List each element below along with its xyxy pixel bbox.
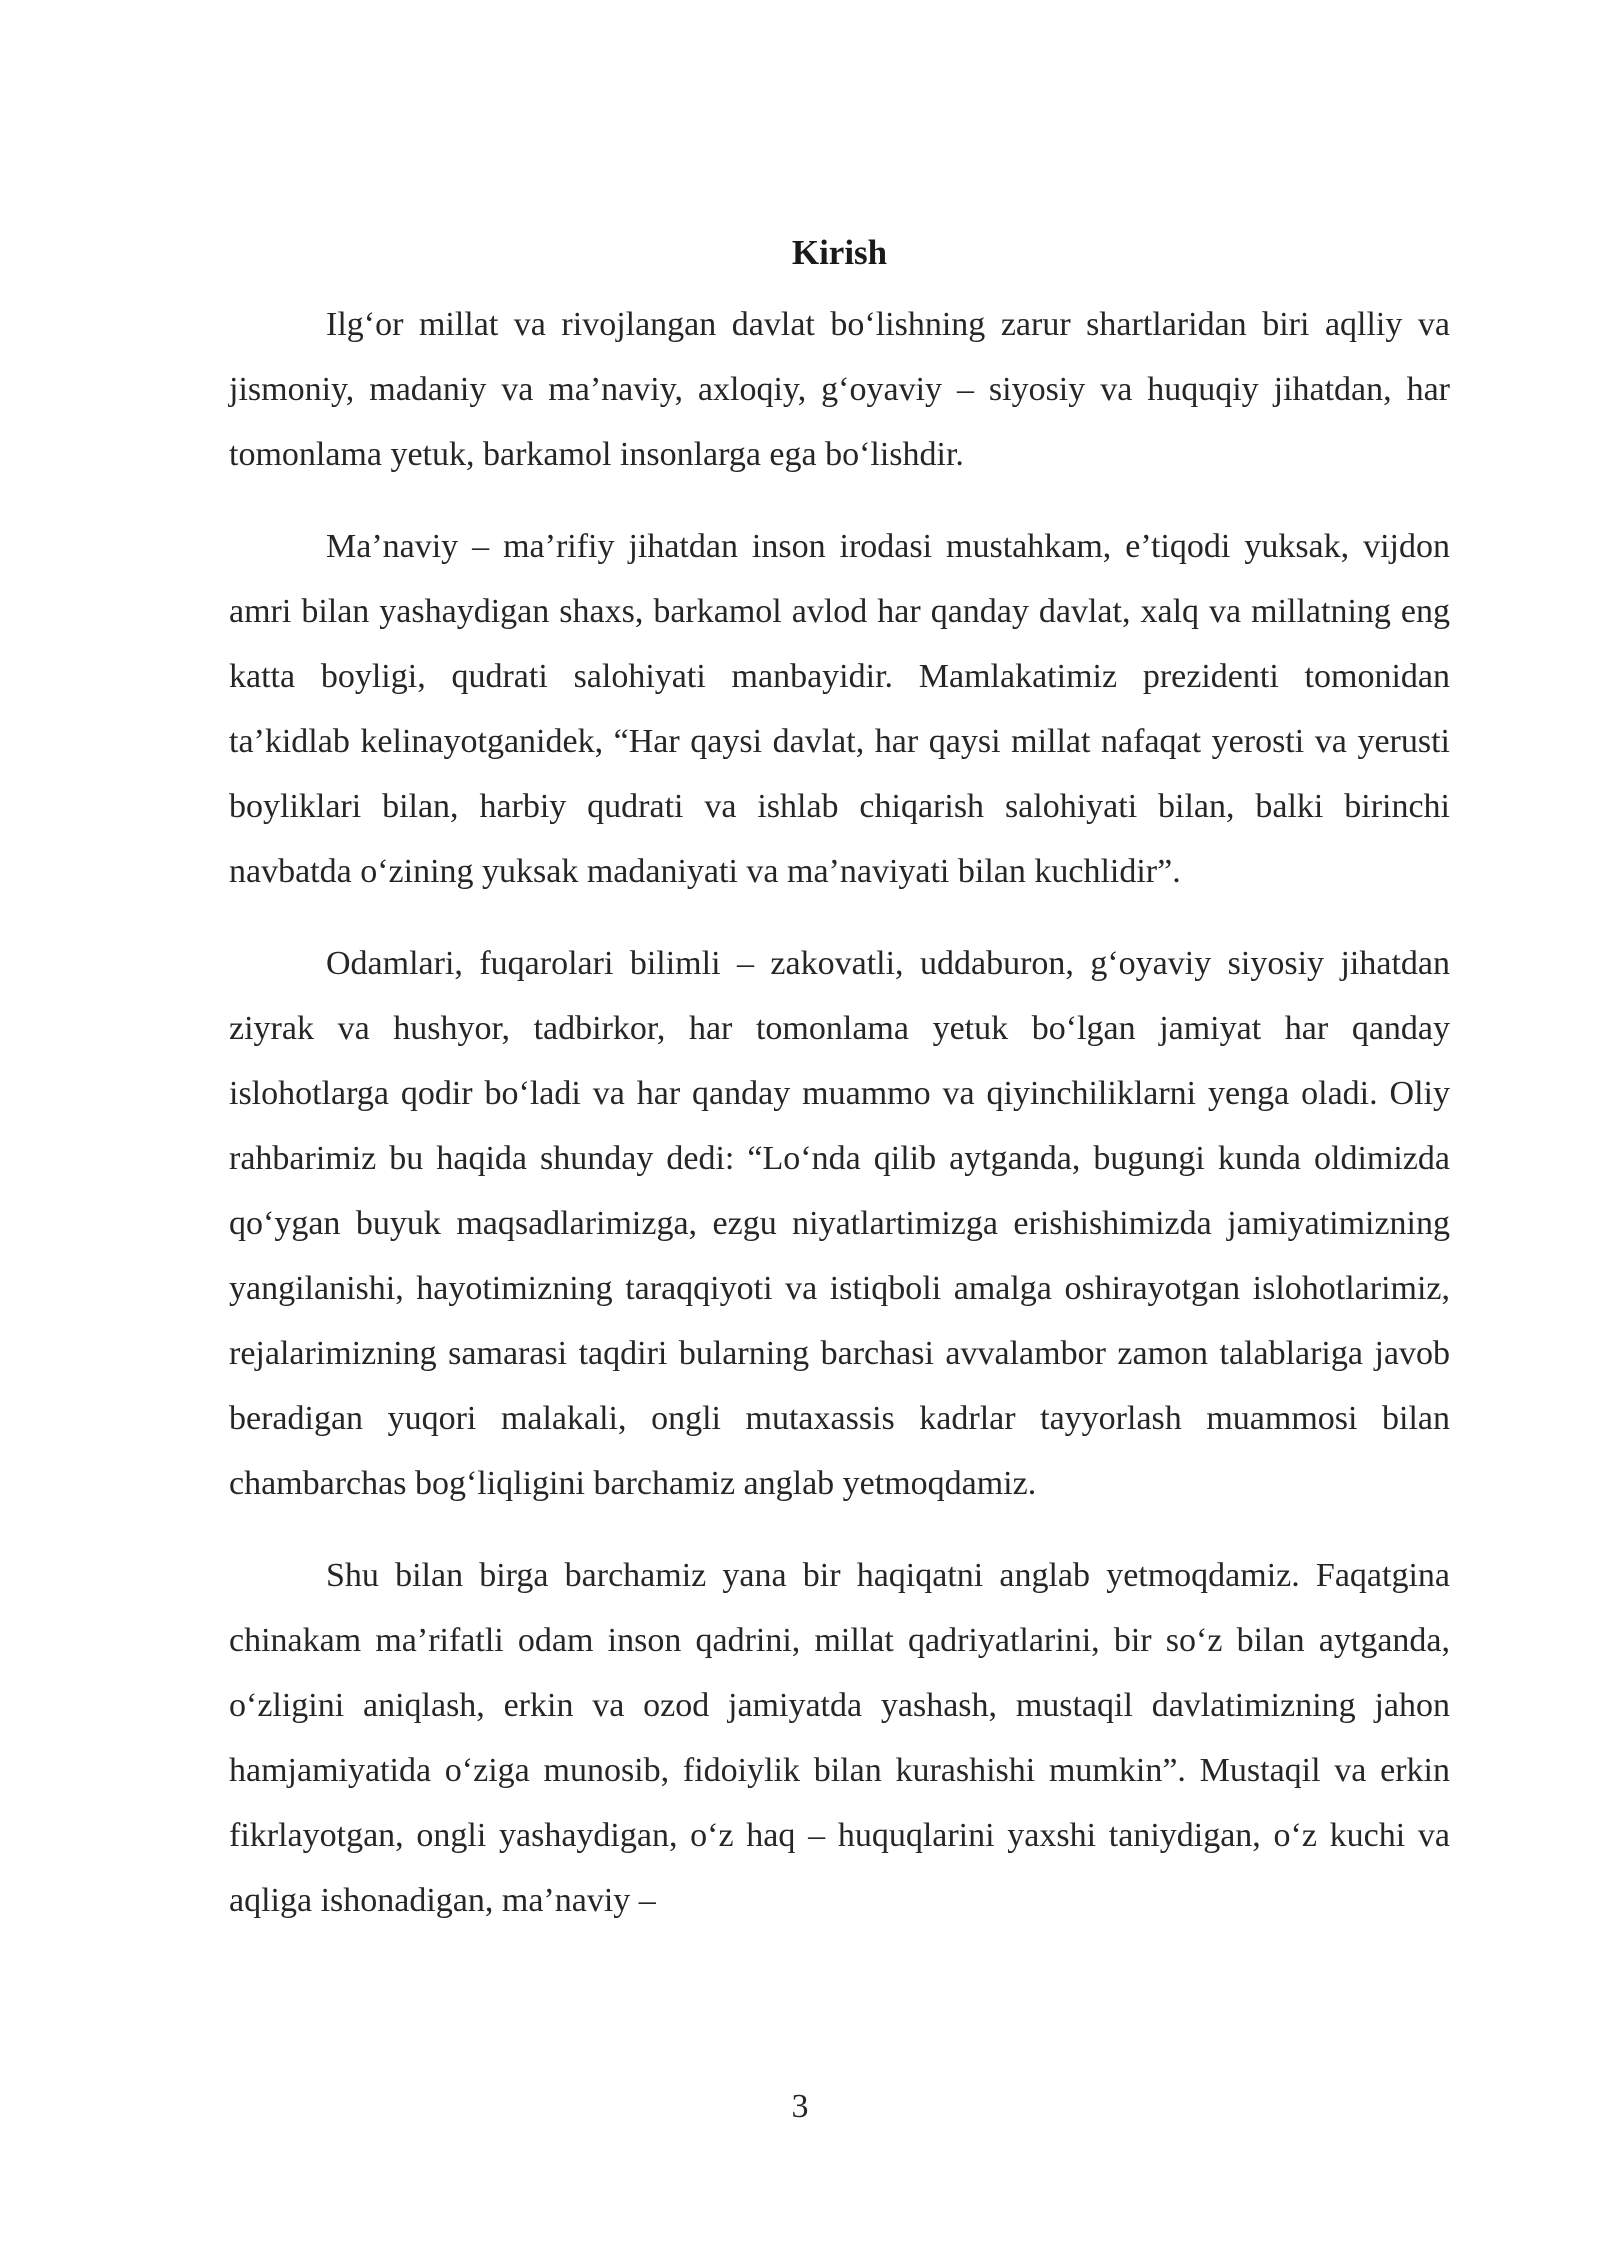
section-title: Kirish (791, 233, 888, 272)
paragraph-1: Ilg‘or millat va rivojlangan davlat bo‘lishning zarur shartlaridan biri aqlliy va jismoniy, madaniy va ma’naviy, axloqiy, g‘oyaviy – siyosiy va huquqiy jihatdan, har tomonlama yetuk, barkamol insonlarga ega bo‘lishdir. (229, 306, 1450, 473)
page-number: 3 (791, 2088, 809, 2125)
page-body (229, 228, 1450, 1960)
paragraph-4: Shu bilan birga barchamiz yana bir haqiqatni anglab yetmoqdamiz. Faqatgina chinakam ma’rifatli odam inson qadrini, millat qadriyatlarini, bir so‘z bilan aytganda, o‘zligini aniqlash, erkin va ozod jamiyatda yashash, mustaqil davlatimizning jahon hamjamiyatida o‘ziga munosib, fidoiylik bilan kurashishi mumkin”. Mustaqil va erkin fikrlayotgan, ongli yashaydigan, o‘z haq – huquqlarini yaxshi taniydigan, o‘z kuchi va aqliga ishonadigan, ma’naviy – (229, 1557, 1450, 1919)
paragraph-3: Odamlari, fuqarolari bilimli – zakovatli, uddaburon, g‘oyaviy siyosiy jihatdan ziyrak va hushyor, tadbirkor, har tomonlama yetuk bo‘lgan jamiyat har qanday islohotlarga qodir bo‘ladi va har qanday muammo va qiyinchiliklarni yenga oladi. Oliy rahbarimiz bu haqida shunday dedi: “Lo‘nda qilib aytganda, bugungi kunda oldimizda qo‘ygan buyuk maqsadlarimizga, ezgu niyatlartimizga erishishimizda jamiyatimizning yangilanishi, hayotimizning taraqqiyoti va istiqboli amalga oshirayotgan islohotlarimiz, rejalarimizning samarasi taqdiri bularning barchasi avvalambor zamon talablariga javob beradigan yuqori malakali, ongli mutaxassis kadrlar tayyorlash muammosi bilan chambarchas bog‘liqligini barchamiz anglab yetmoqdamiz. (229, 945, 1450, 1502)
paragraph-2: Ma’naviy – ma’rifiy jihatdan inson irodasi mustahkam, e’tiqodi yuksak, vijdon amri bilan yashaydigan shaxs, barkamol avlod har qanday davlat, xalq va millatning eng katta boyligi, qudrati salohiyati manbayidir. Mamlakatimiz prezidenti tomonidan ta’kidlab kelinayotganidek, “Har qaysi davlat, har qaysi millat nafaqat yerosti va yerusti boyliklari bilan, harbiy qudrati va ishlab chiqarish salohiyati bilan, balki birinchi navbatda o‘zining yuksak madaniyati va ma’naviyati bilan kuchlidir”. (229, 528, 1450, 890)
